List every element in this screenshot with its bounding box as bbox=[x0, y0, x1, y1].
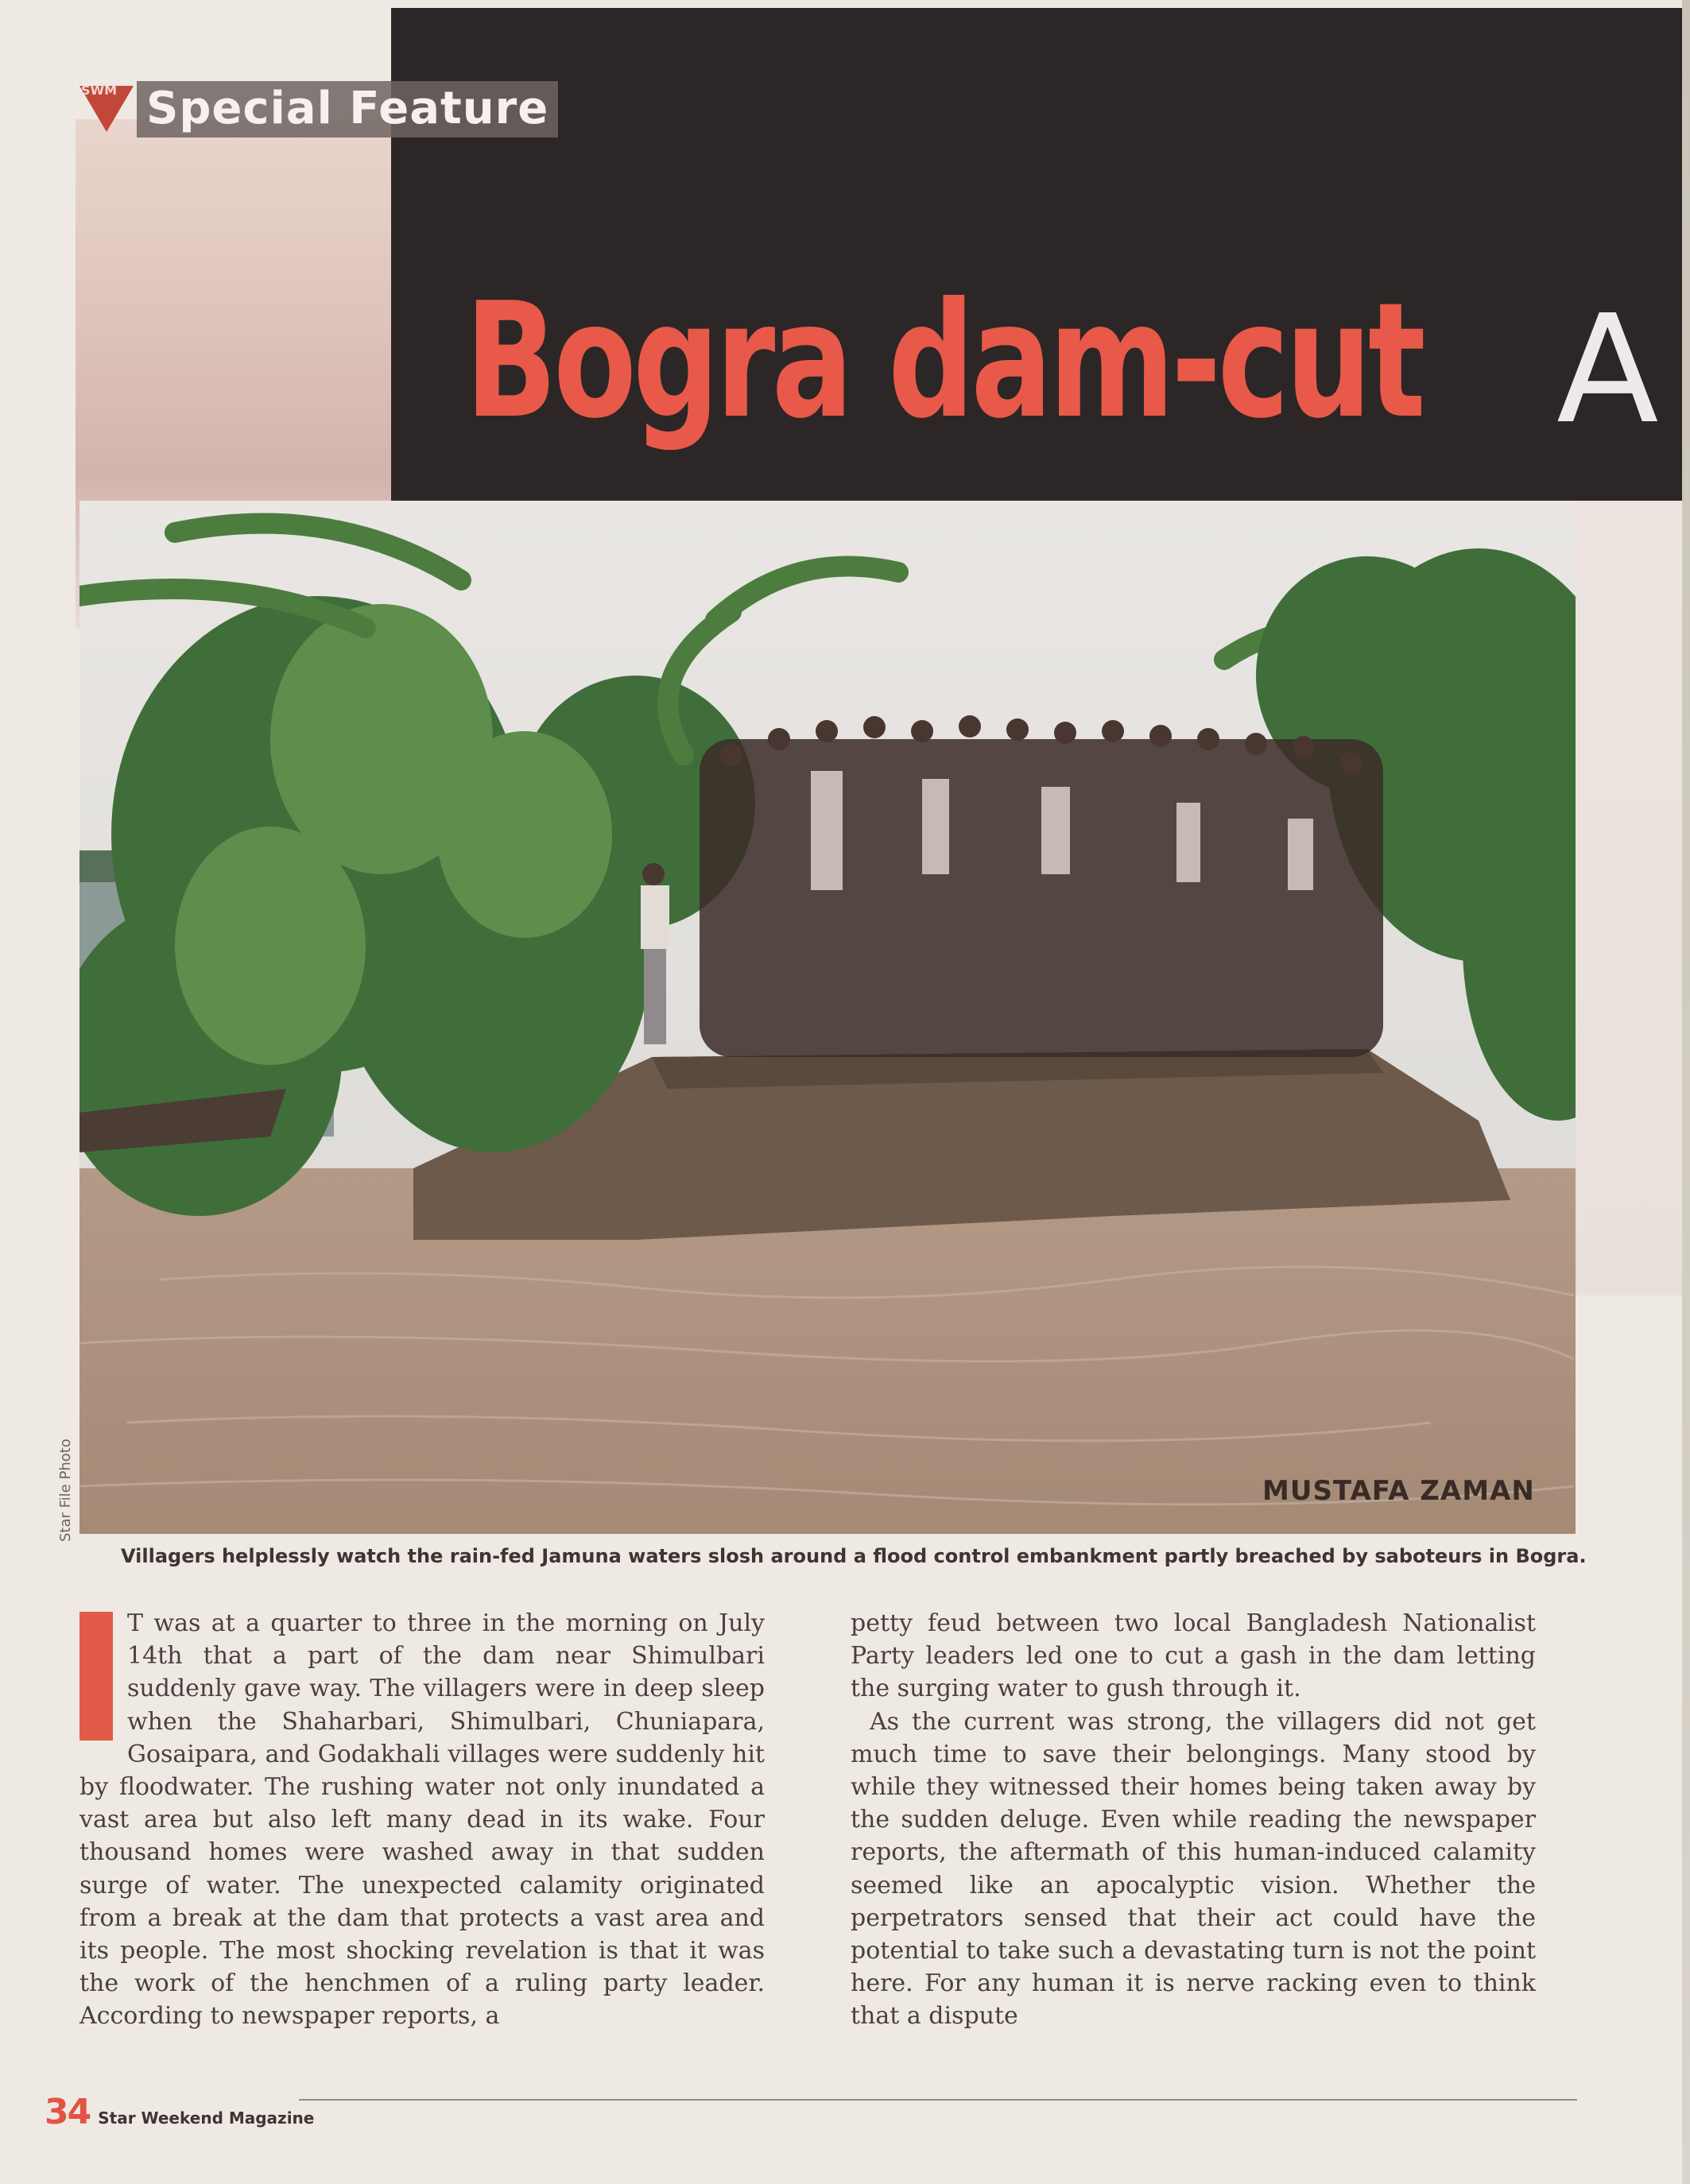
drop-cap-marker bbox=[79, 1612, 113, 1741]
section-label: Special Feature bbox=[137, 81, 558, 137]
section-banner bbox=[79, 79, 558, 138]
article-paragraph: As the current was strong, the villagers did not get much time to save their belongings. Many stood by while they witnessed their homes being taken away by the sudden deluge. Even while reading the newspaper reports, the aftermath of this human-induced calamity seemed like an apocalyptic vision. Whether the perpetrators sensed that their act could have the potential to take such a devastating turn is not the point here. For any human it is nerve racking even to think that a dispute bbox=[851, 1707, 1536, 2031]
headline: Bogra dam-cut bbox=[465, 269, 1423, 454]
page-footer bbox=[45, 2092, 314, 2132]
article-column-right bbox=[851, 1607, 1536, 2033]
feature-photo bbox=[79, 501, 1576, 1534]
article-paragraph: petty feud between two local Bangladesh Nationalist Party leaders led one to cut a gash in the dam letting the surging water to gush through it. bbox=[851, 1609, 1536, 1703]
photo-caption: Villagers helplessly watch the rain-fed Jamuna waters slosh around a flood control embankment partly breached by saboteurs in Bogra. bbox=[121, 1545, 1587, 1567]
photographer-credit: MUSTAFA ZAMAN bbox=[1262, 1475, 1535, 1507]
photo-illustration bbox=[79, 501, 1576, 1534]
section-logo-text: SWM bbox=[81, 83, 118, 98]
magazine-name: Star Weekend Magazine bbox=[98, 2108, 315, 2128]
photo-source-credit: Star File Photo bbox=[57, 1439, 74, 1542]
headline-trailing-letter: A bbox=[1556, 283, 1659, 457]
article-column-left bbox=[79, 1607, 765, 2033]
page-edge bbox=[1682, 0, 1690, 2184]
footer-divider bbox=[299, 2099, 1577, 2101]
article-paragraph: T was at a quarter to three in the morning on July 14th that a part of the dam near Shimulbari suddenly gave way. The villagers were in deep sleep when the Shaharbari, Shimulbari, Chuniapara, Gosaipara, and Godakhali villages were suddenly hit by floodwater. The rushing water not only inundated a vast area but also left many dead in its wake. Four thousand homes were washed away in that sudden surge of water. The unexpected calamity originated from a break at the dam that protects a vast area and its people. The most shocking revelation is that it was the work of the henchmen of a ruling party leader. According to newspaper reports, a bbox=[79, 1609, 765, 2031]
page-number: 34 bbox=[45, 2092, 91, 2132]
